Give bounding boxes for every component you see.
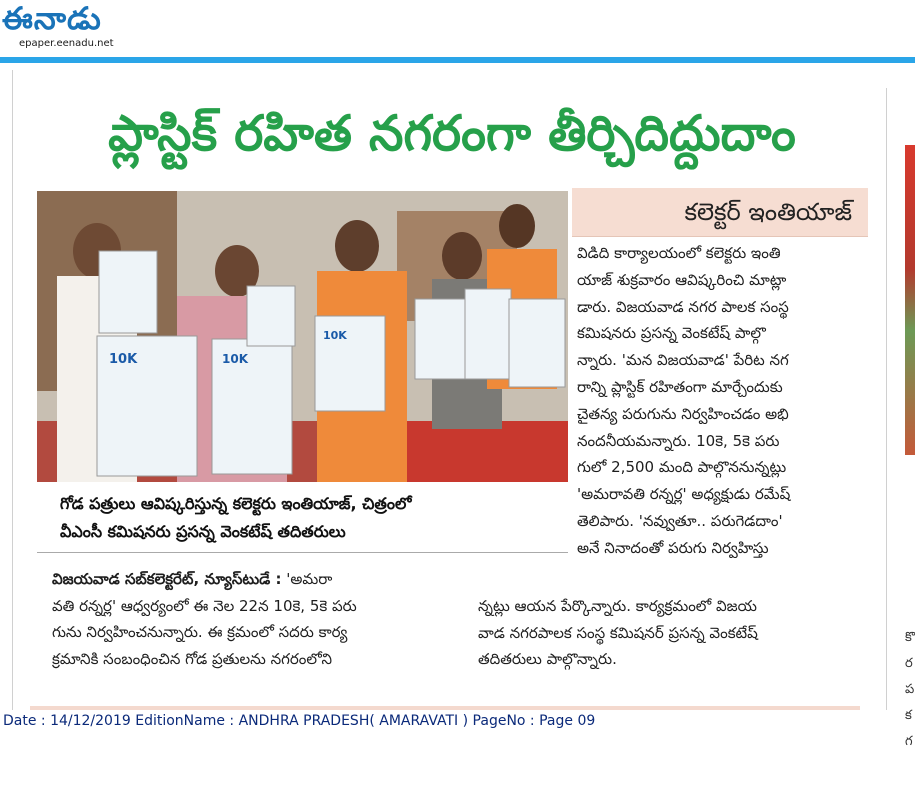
body-line: డారు. విజయవాడ నగర పాలక సంస్థ [577, 297, 789, 316]
body-line: తెలిపారు. 'నవ్వుతూ.. పరుగెడదాం' [577, 511, 783, 530]
clip-bottom-border [30, 706, 860, 710]
adjacent-text [905, 625, 915, 755]
article-body-continuation [478, 593, 870, 673]
article-headline: ప్లాస్టిక్ రహిత నగరంగా తీర్చిదిద్దుదాం [108, 105, 796, 162]
masthead [0, 0, 915, 60]
column-divider [886, 88, 887, 710]
adjacent-article-strip [893, 85, 915, 749]
body-first-line [52, 566, 470, 593]
body-line: 'అమరావతి రన్నర్ల' అధ్యక్షుడు రమేష్ [577, 485, 791, 504]
caption-line: వీఎంసీ కమిషనరు ప్రసన్న వెంకటేష్ తదితరులు [60, 522, 346, 541]
article-body-right [577, 240, 869, 562]
body-line: కమిషనరు ప్రసన్న వెంకటేష్ పాల్గొ [577, 324, 766, 343]
body-line: న్నారు. 'మన విజయవాడ' పేరిట నగ [577, 351, 789, 370]
article-photo [37, 191, 568, 482]
article-subtitle: కలెక్టర్ ఇంతియాజ్ [684, 198, 852, 226]
body-line: వాడ నగరపాలక సంస్థ కమిషనర్ ప్రసన్న వెంకటేష్ [478, 623, 758, 642]
poster-label: 10K [323, 329, 347, 342]
clip-border-left [12, 70, 13, 710]
body-line: క్రమానికి సంబంధించిన గోడ ప్రతులను నగరంలోని [52, 649, 332, 668]
event-photo-illustration [37, 191, 568, 482]
article-body-left [52, 566, 470, 672]
body-line: యాజ్ శుక్రవారం ఆవిష్కరించి మాట్లా [577, 270, 787, 289]
caption-line: గోడ పత్రులు ఆవిష్కరిస్తున్న కలెక్టరు ఇంతియాజ్, చిత్రంలో [60, 494, 412, 513]
adjacent-photo [905, 145, 915, 455]
logo-text: ఈనాడు [2, 1, 102, 37]
epaper-url[interactable]: epaper.eenadu.net [19, 38, 114, 49]
poster-label: 10K [222, 352, 248, 366]
adjacent-text-line: ప [905, 682, 915, 697]
edition-footer: Date : 14/12/2019 EditionName : ANDHRA PRADESH( AMARAVATI ) PageNo : Page 09 [3, 713, 596, 729]
adjacent-text-line: కొ [905, 630, 915, 645]
body-line: గును నిర్వహించనున్నారు. ఈ క్రమంలో సదరు కార్య [52, 623, 348, 641]
body-line: తదితరులు పాల్గొన్నారు. [478, 650, 617, 668]
body-line: న్నట్లు ఆయన పేర్కొన్నారు. కార్యక్రమంలో విజయ [478, 597, 757, 615]
body-line: నందనీయమన్నారు. 10కె, 5కె పరు [577, 431, 780, 450]
adjacent-text-line: క [905, 708, 912, 723]
caption-divider [37, 552, 568, 553]
body-line: వతి రన్నర్ల' ఆధ్వర్యంలో ఈ నెల 22న 10కె, 5కె పరు [52, 596, 357, 615]
masthead-divider [0, 57, 915, 63]
body-line: గులో 2,500 మంది పాల్గొననున్నట్లు [577, 458, 787, 477]
photo-caption [60, 490, 550, 546]
eenadu-logo[interactable] [2, 0, 137, 38]
adjacent-text-line: ర [905, 656, 913, 671]
adjacent-text-line: గ [905, 734, 913, 749]
subtitle-box [572, 188, 868, 237]
body-line: విడిది కార్యాలయంలో కలెక్టరు ఇంతి [577, 244, 781, 262]
body-line: అనే నినాదంతో పరుగు నిర్వహిస్తు [577, 538, 769, 557]
poster-label: 10K [109, 352, 138, 367]
article-dateline: విజయవాడ సబ్‌కలెక్టరేట్, న్యూస్‌టుడే : [52, 570, 282, 588]
body-line: చైతన్య పరుగును నిర్వహించడం అభి [577, 404, 789, 423]
body-text: 'అమరా [281, 570, 333, 588]
body-line: రాన్ని ప్లాస్టిక్ రహితంగా మార్చేందుకు [577, 377, 783, 396]
